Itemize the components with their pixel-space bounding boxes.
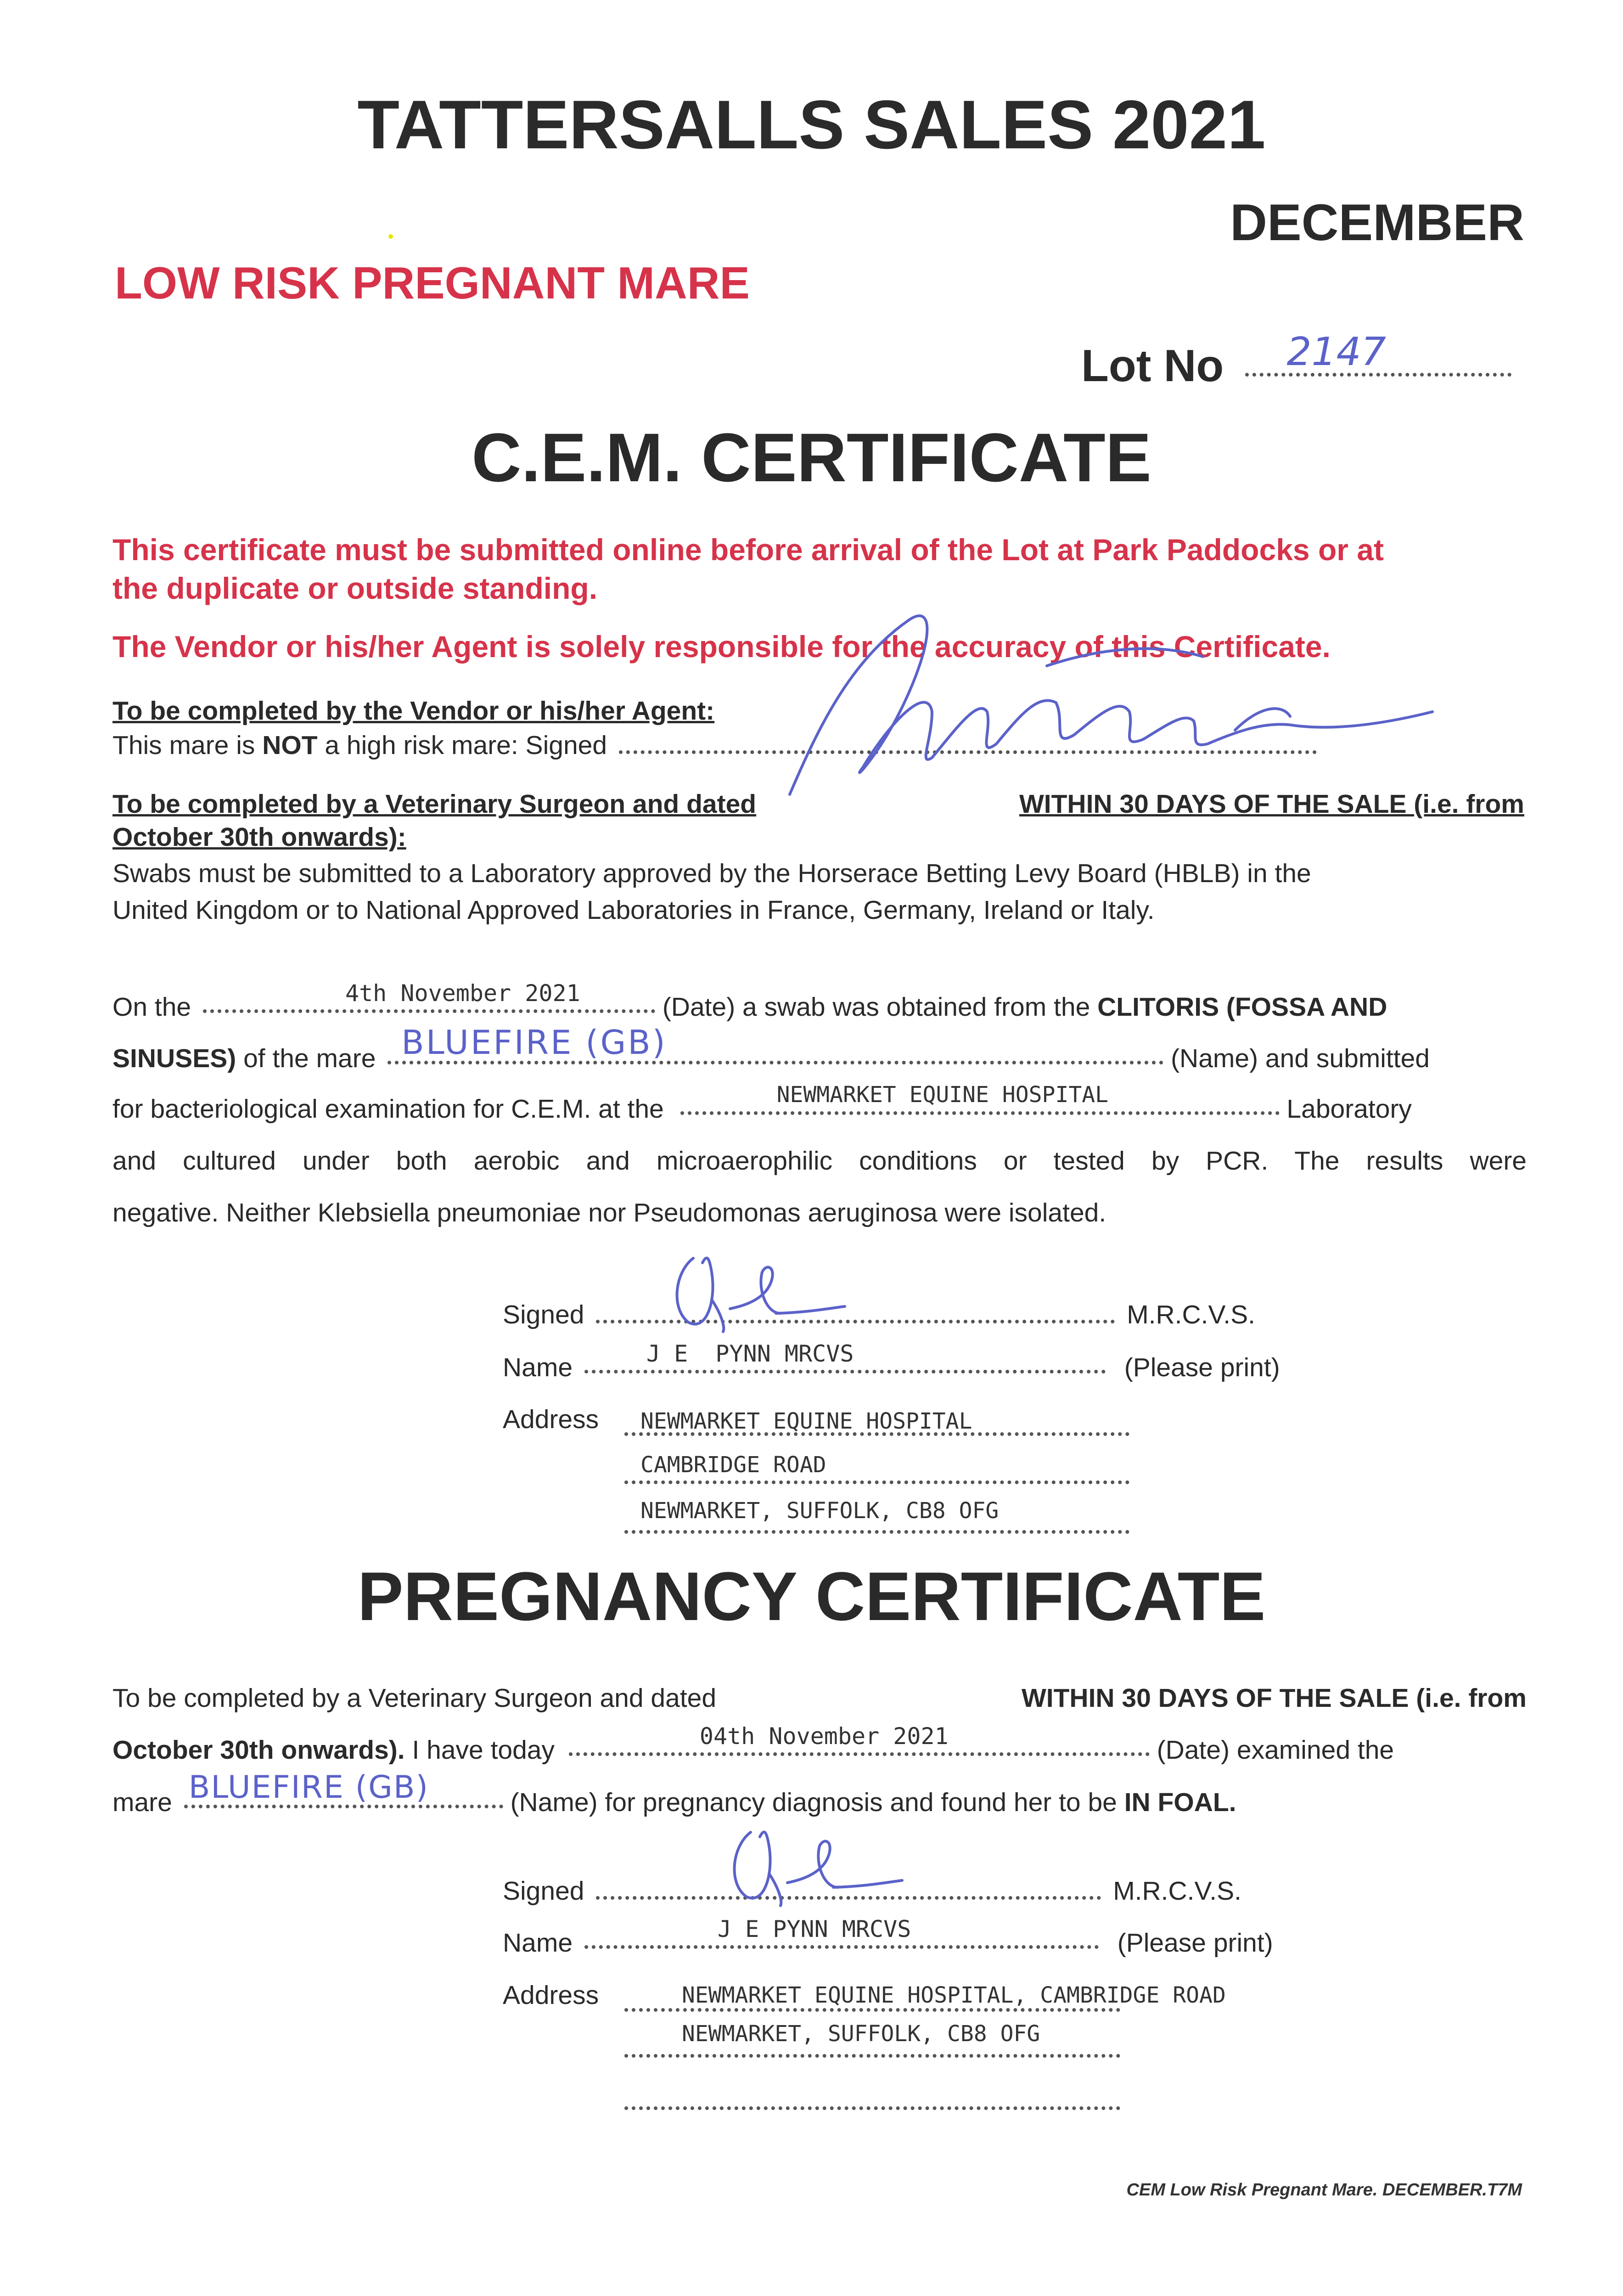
- vet-heading-a: To be completed by a Veterinary Surgeon and dated: [112, 789, 757, 819]
- document-title: TATTERSALLS SALES 2021: [357, 86, 1266, 163]
- swab-date-value: 4th November 2021: [345, 980, 580, 1007]
- preg-date-value: 04th November 2021: [699, 1723, 949, 1750]
- cem-address-label: Address: [503, 1405, 599, 1434]
- cultured-line: and cultured under both aerobic and microaerophilic conditions or tested by PCR. The results were: [112, 1146, 1527, 1176]
- cem-name-row: [503, 1340, 1280, 1383]
- preg-in-foal: IN FOAL.: [1124, 1788, 1236, 1817]
- vendor-line-not: NOT: [262, 731, 318, 760]
- preg-address-line-2: NEWMARKET, SUFFOLK, CB8 OFG: [682, 2021, 1040, 2047]
- cem-name-label: Name: [503, 1353, 573, 1382]
- sinuses-label: SINUSES): [112, 1044, 236, 1073]
- preg-line1-bold: WITHIN 30 DAYS OF THE SALE (i.e. from: [1021, 1683, 1527, 1713]
- date-suffix: (Date) a swab was obtained from the: [662, 992, 1090, 1022]
- lot-number-row: [1081, 329, 1511, 392]
- lot-label: Lot No: [1081, 340, 1224, 391]
- mare-name-line: [112, 1023, 1430, 1074]
- preg-line2-post: I have today: [412, 1735, 555, 1765]
- cem-address-lines: [624, 1401, 1129, 1538]
- cem-address-line-3: NEWMARKET, SUFFOLK, CB8 OFG: [640, 1498, 999, 1524]
- preg-address-line-1: NEWMARKET EQUINE HOSPITAL, CAMBRIDGE ROAD: [682, 1982, 1226, 2008]
- mare-name-value: BLUEFIRE (GB): [401, 1023, 667, 1062]
- form-code: CEM Low Risk Pregnant Mare. DECEMBER.T7M: [1126, 2180, 1522, 2200]
- highlight-dot: [388, 234, 393, 239]
- cem-please-print: (Please print): [1124, 1353, 1280, 1382]
- cem-address-line-1: NEWMARKET EQUINE HOSPITAL: [640, 1408, 972, 1434]
- sale-month: DECEMBER: [1230, 194, 1524, 251]
- preg-vet-signature: [719, 1818, 911, 1910]
- clitoris-label: CLITORIS (FOSSA AND: [1097, 992, 1387, 1022]
- vendor-heading: To be completed by the Vendor or his/her Agent:: [112, 696, 715, 726]
- vendor-line-post: a high risk mare: Signed: [317, 731, 607, 760]
- cem-name-value: J E PYNN MRCVS: [646, 1340, 854, 1367]
- preg-line-3: [112, 1769, 1236, 1818]
- vet-heading-b: WITHIN 30 DAYS OF THE SALE (i.e. from: [1019, 789, 1524, 819]
- lab-line: [112, 1082, 1531, 1124]
- vendor-line-pre: This mare is: [112, 731, 263, 760]
- preg-mrcvs-label: M.R.C.V.S.: [1113, 1876, 1241, 1906]
- preg-line-1: [112, 1683, 1527, 1713]
- preg-please-print: (Please print): [1117, 1928, 1273, 1958]
- warning-line-2: the duplicate or outside standing.: [112, 571, 598, 605]
- accuracy-warning: The Vendor or his/her Agent is solely responsible for the accuracy of this Certificate.: [112, 630, 1331, 664]
- mare-category: LOW RISK PREGNANT MARE: [115, 258, 750, 308]
- cem-vet-signature: [661, 1244, 854, 1336]
- of-the-mare-label: of the mare: [243, 1044, 376, 1073]
- vet-heading-c: October 30th onwards):: [112, 822, 406, 852]
- preg-date-suffix: (Date) examined the: [1157, 1735, 1394, 1765]
- preg-name-value: J E PYNN MRCVS: [717, 1916, 911, 1942]
- preg-signed-label: Signed: [503, 1876, 584, 1906]
- negative-line: negative. Neither Klebsiella pneumoniae nor Pseudomonas aeruginosa were isolated.: [112, 1198, 1106, 1227]
- preg-line1-pre: To be completed by a Veterinary Surgeon and dated: [112, 1683, 717, 1713]
- preg-name-diag: (Name) for pregnancy diagnosis and found her to be: [510, 1788, 1117, 1817]
- swab-note-line-2: United Kingdom or to National Approved Laboratories in France, Germany, Ireland or Italy.: [112, 895, 1155, 925]
- cem-signed-label: Signed: [503, 1300, 584, 1329]
- lab-value: NEWMARKET EQUINE HOSPITAL: [776, 1082, 1109, 1108]
- swab-note-line-1: Swabs must be submitted to a Laboratory approved by the Horserace Betting Levy Board (HBLB) in the: [112, 859, 1311, 888]
- bact-exam-label: for bacteriological examination for C.E.M. at the: [112, 1094, 664, 1124]
- swab-date-line: [112, 980, 1531, 1022]
- vet-heading: [112, 788, 1524, 854]
- swab-note: [112, 855, 1527, 929]
- lot-number-value: 2147: [1286, 329, 1386, 375]
- preg-address-label: Address: [503, 1981, 599, 2010]
- cem-signed-row: [503, 1300, 1255, 1330]
- preg-line2-bold: October 30th onwards).: [112, 1735, 405, 1765]
- laboratory-label: Laboratory: [1286, 1094, 1412, 1124]
- cem-address-line-2: CAMBRIDGE ROAD: [640, 1452, 826, 1478]
- warning-line-1: This certificate must be submitted online before arrival of the Lot at Park Paddocks or at: [112, 533, 1384, 567]
- preg-name-label: Name: [503, 1928, 573, 1958]
- cem-title: C.E.M. CERTIFICATE: [472, 419, 1151, 496]
- name-submitted-label: (Name) and submitted: [1171, 1044, 1430, 1073]
- preg-line-2: [112, 1723, 1531, 1765]
- preg-mare-label: mare: [112, 1788, 172, 1817]
- vendor-signature: [781, 592, 1451, 813]
- on-the-label: On the: [112, 992, 191, 1022]
- preg-mare-name-value: BLUEFIRE (GB): [188, 1769, 429, 1806]
- preg-name-row: [503, 1916, 1273, 1958]
- preg-address-lines: [624, 1975, 1226, 2115]
- pregnancy-title: PREGNANCY CERTIFICATE: [357, 1558, 1266, 1635]
- cem-mrcvs-label: M.R.C.V.S.: [1127, 1300, 1255, 1329]
